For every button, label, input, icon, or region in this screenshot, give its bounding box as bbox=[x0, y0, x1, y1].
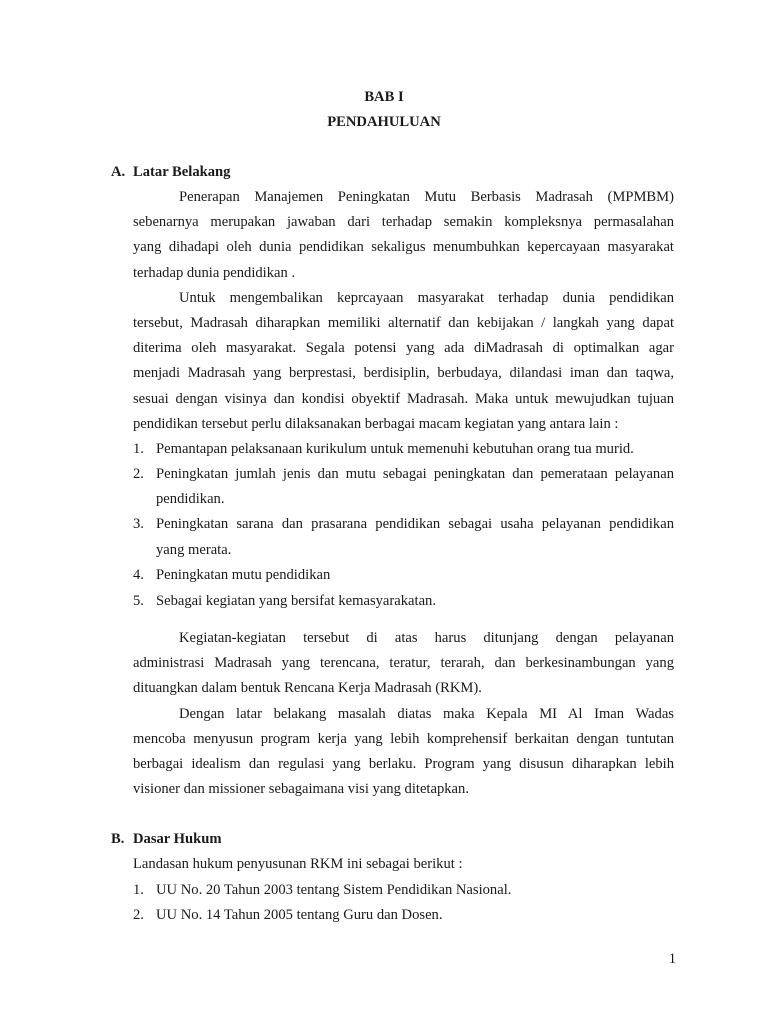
list-item: Peningkatan mutu pendidikan bbox=[156, 567, 331, 583]
section-a-letter: A. bbox=[111, 164, 126, 180]
para2-line: pendidikan tersebut perlu dilaksanakan berbagai macam kegiatan yang antara lain : bbox=[133, 416, 619, 432]
para4-line: berbagai idealism dan regulasi yang berlaku. Program yang disusun diharapkan lebih bbox=[133, 756, 674, 772]
para2-line: diterima oleh masyarakat. Segala potensi yang ada diMadrasah di optimalkan agar bbox=[133, 340, 674, 356]
list-item-number: 5. bbox=[133, 593, 144, 609]
para1-line: Penerapan Manajemen Peningkatan Mutu Berbasis Madrasah (MPMBM) bbox=[179, 189, 674, 205]
para4-line: Dengan latar belakang masalah diatas maka Kepala MI Al Iman Wadas bbox=[179, 706, 674, 722]
para2-line: sesuai dengan visinya dan kondisi obyektif Madrasah. Maka untuk mewujudkan tujuan bbox=[133, 391, 674, 407]
section-a-title: Latar Belakang bbox=[133, 164, 231, 180]
para3-line: Kegiatan-kegiatan tersebut di atas harus ditunjang dengan pelayanan bbox=[179, 630, 674, 646]
list-item-number: 1. bbox=[133, 882, 144, 898]
section-b-title: Dasar Hukum bbox=[133, 831, 222, 847]
list-item-number: 3. bbox=[133, 516, 144, 532]
para2-line: menjadi Madrasah yang berprestasi, berdisiplin, berbudaya, dilandasi iman dan taqwa, bbox=[133, 365, 674, 381]
section-b-letter: B. bbox=[111, 831, 125, 847]
list-item: Sebagai kegiatan yang bersifat kemasyarakatan. bbox=[156, 593, 436, 609]
list-item-number: 2. bbox=[133, 907, 144, 923]
list-item: UU No. 20 Tahun 2003 tentang Sistem Pendidikan Nasional. bbox=[156, 882, 512, 898]
para1-line: terhadap dunia pendidikan . bbox=[133, 265, 296, 281]
list-item-number: 1. bbox=[133, 441, 144, 457]
chapter-label: BAB I bbox=[364, 89, 404, 105]
para1-line: sebenarnya merupakan jawaban dari terhadap semakin kompleksnya permasalahan bbox=[133, 214, 674, 230]
chapter-title: PENDAHULUAN bbox=[327, 114, 441, 130]
para2-line: tersebut, Madrasah diharapkan memiliki alternatif dan kebijakan / langkah yang dapat bbox=[133, 315, 674, 331]
para4-line: mencoba menyusun program kerja yang lebih komprehensif berkaitan dengan tuntutan bbox=[133, 731, 674, 747]
page-number: 1 bbox=[668, 951, 676, 967]
para3-line: administrasi Madrasah yang terencana, teratur, terarah, dan berkesinambungan yang bbox=[133, 655, 674, 671]
para1-line: yang dihadapi oleh dunia pendidikan sekaligus menumbuhkan kepercayaan masyarakat bbox=[133, 239, 674, 255]
list-item: Pemantapan pelaksanaan kurikulum untuk memenuhi kebutuhan orang tua murid. bbox=[156, 441, 634, 457]
list-item: Peningkatan jumlah jenis dan mutu sebagai peningkatan dan pemerataan pelayanan bbox=[156, 466, 674, 482]
para2-line: Untuk mengembalikan keprcayaan masyarakat terhadap dunia pendidikan bbox=[179, 290, 674, 306]
list-item: pendidikan. bbox=[156, 491, 225, 507]
list-item: UU No. 14 Tahun 2005 tentang Guru dan Dosen. bbox=[156, 907, 443, 923]
list-item: Peningkatan sarana dan prasarana pendidikan sebagai usaha pelayanan pendidikan bbox=[156, 516, 674, 532]
list-item-number: 2. bbox=[133, 466, 144, 482]
list-item: yang merata. bbox=[156, 542, 232, 558]
list-item-number: 4. bbox=[133, 567, 144, 583]
section-b-intro: Landasan hukum penyusunan RKM ini sebagai berikut : bbox=[133, 856, 463, 872]
para3-line: dituangkan dalam bentuk Rencana Kerja Madrasah (RKM). bbox=[133, 680, 482, 696]
para4-line: visioner dan missioner sebagaimana visi yang ditetapkan. bbox=[133, 781, 469, 797]
